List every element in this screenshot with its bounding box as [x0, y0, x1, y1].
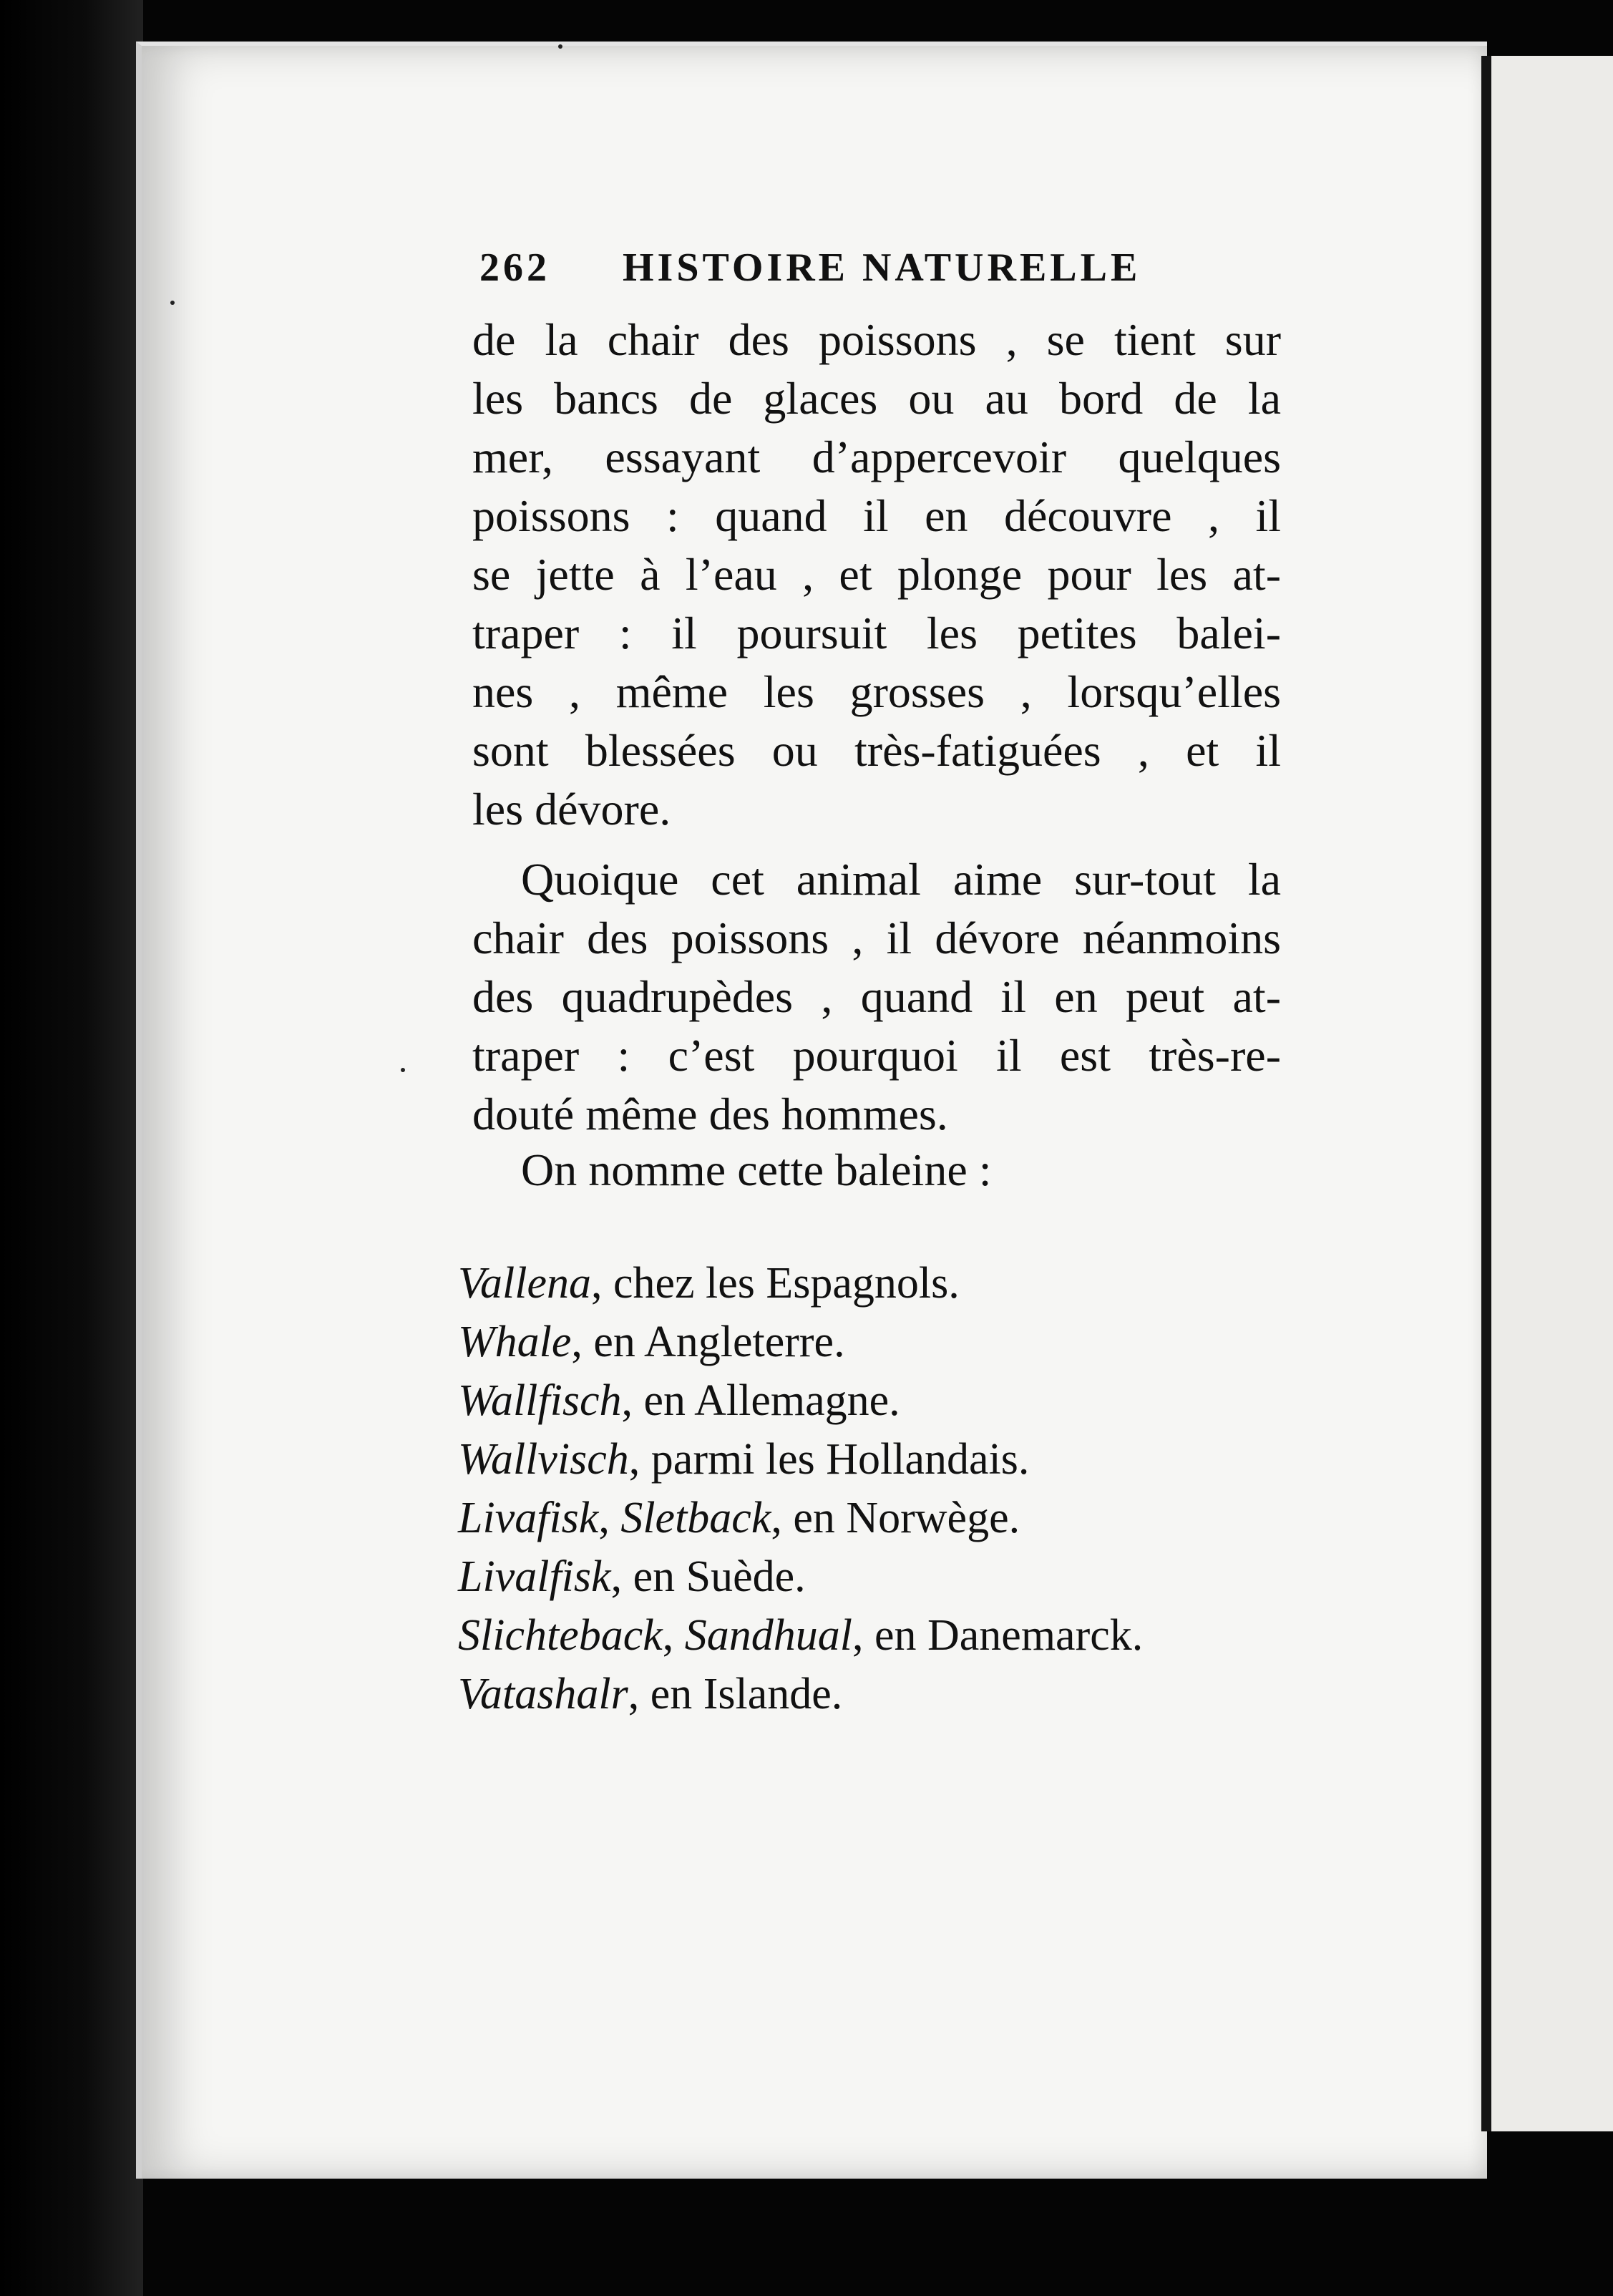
text-line: poissons : quand il en découvre , il — [472, 490, 1281, 541]
name-term: Livalfisk — [458, 1552, 611, 1601]
name-term: Vallena — [458, 1259, 591, 1308]
name-entry — [458, 1254, 1143, 1313]
text-line: se jette à l’eau , et plonge pour les at- — [472, 549, 1281, 600]
name-term: Wallfisch — [458, 1376, 622, 1425]
name-term: Sandhual — [684, 1611, 852, 1660]
text-line: nes , même les grosses , lorsqu’elles — [472, 666, 1281, 717]
name-place: , en Norwège. — [771, 1494, 1020, 1542]
text-line: traper : c’est pourquoi il est très-re- — [472, 1030, 1281, 1081]
name-separator: , — [662, 1611, 685, 1660]
name-term: Whale — [458, 1318, 572, 1366]
text-line: de la chair des poissons , se tient sur — [472, 314, 1281, 365]
name-place: , parmi les Hollandais. — [628, 1435, 1030, 1484]
name-entry — [458, 1430, 1143, 1489]
paragraph-3 — [472, 1141, 1281, 1200]
name-term: Sletback — [620, 1494, 771, 1542]
text-line: On nomme cette baleine : — [521, 1144, 992, 1195]
text-line: chair des poissons , il dévore néanmoins — [472, 913, 1281, 963]
name-place: , en Allemagne. — [621, 1376, 900, 1425]
name-entry — [458, 1313, 1143, 1371]
name-separator: , — [598, 1494, 621, 1542]
running-head-title: HISTOIRE NATURELLE — [623, 245, 1141, 290]
text-line: les bancs de glaces ou au bord de la — [472, 373, 1281, 424]
paragraph-1 — [472, 311, 1281, 839]
paragraph-2 — [472, 850, 1281, 1144]
name-term: Wallvisch — [458, 1435, 629, 1484]
name-entry — [458, 1489, 1143, 1547]
text-line: traper : il poursuit les petites balei- — [472, 608, 1281, 658]
name-entry — [458, 1371, 1143, 1430]
name-place: , chez les Espagnols. — [590, 1259, 960, 1308]
speck — [401, 1068, 405, 1072]
name-term: Slichteback — [458, 1611, 663, 1660]
name-place: , en Suède. — [610, 1552, 806, 1601]
speck — [170, 301, 175, 305]
name-entry — [458, 1606, 1143, 1665]
speck — [558, 44, 562, 49]
name-entry — [458, 1547, 1143, 1606]
name-place: , en Danemarck. — [852, 1611, 1144, 1660]
text-line: mer, essayant d’appercevoir quelques — [472, 432, 1281, 482]
text-line: sont blessées ou très-fatiguées , et il — [472, 725, 1281, 776]
facing-page-edge — [1481, 56, 1613, 2131]
name-term: Vatashalr — [458, 1670, 628, 1718]
text-line: Quoique cet animal aime sur-tout la — [521, 854, 1281, 905]
text-line: douté même des hommes. — [472, 1089, 948, 1139]
text-line: des quadrupèdes , quand il en peut at- — [472, 971, 1281, 1022]
names-list — [458, 1254, 1143, 1723]
name-term: Livafisk — [458, 1494, 599, 1542]
name-entry — [458, 1665, 1143, 1723]
text-line: les dévore. — [472, 784, 671, 835]
page-number: 262 — [479, 245, 550, 290]
name-place: , en Angleterre. — [571, 1318, 845, 1366]
name-place: , en Islande. — [628, 1670, 843, 1718]
running-header — [479, 245, 1166, 302]
scan-margin-shadow — [0, 0, 143, 2296]
